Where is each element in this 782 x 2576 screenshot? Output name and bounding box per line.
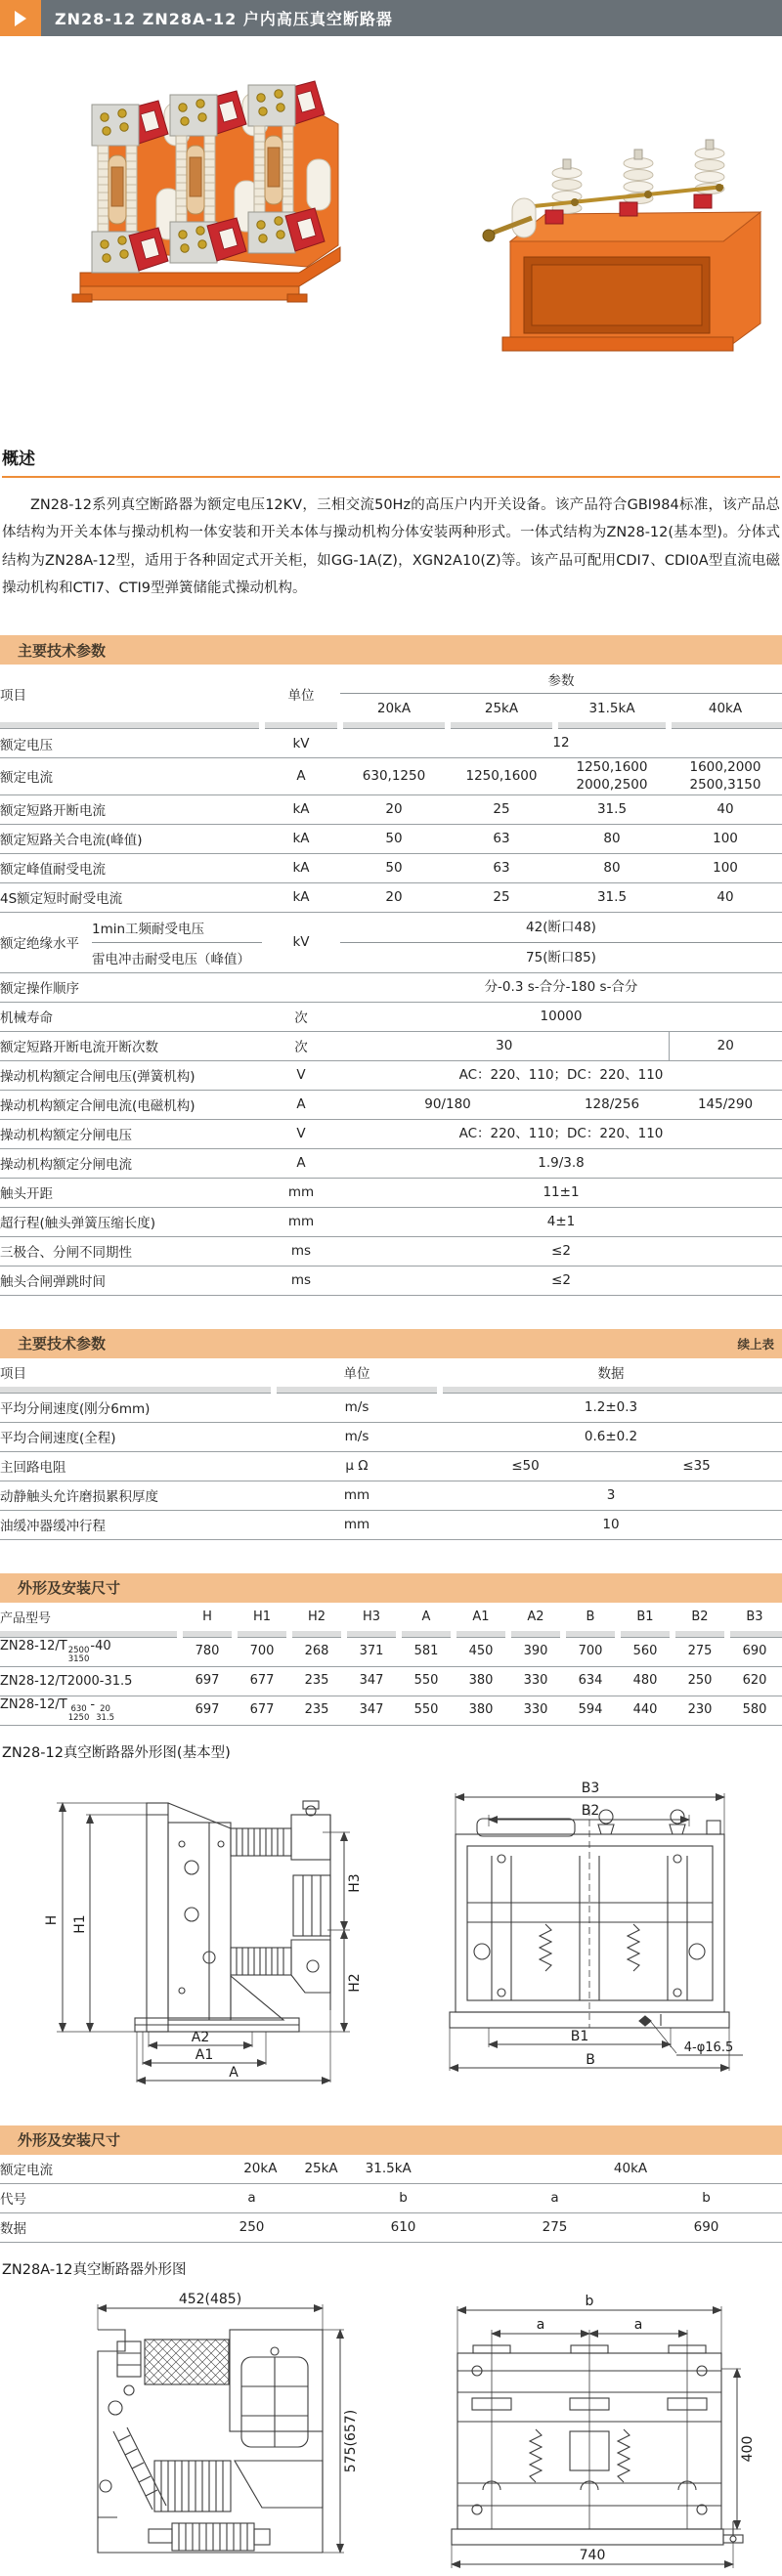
dim-label-b2: B2: [581, 1802, 600, 1819]
row-rated-current: [0, 758, 782, 794]
outline-drawing-a-side-view: [0, 2283, 375, 2576]
dimensions-table-1: 产品型号 H H1 H2 H3 A A1 A2 B B1 B2 B3 ZN28-12/T 2500 3150 -40 780 700 268 371 581 450 390 700 560 275 690 ZN28-12/T2000-31.5 697 677 235 347 550 380 330 634 480 250 620 ZN28-12/T 630 1250 - 20 31.5 697 677 235 347 550 380 330 594 440 230 580: [0, 1603, 782, 1726]
row-buffer-travel: 油缓冲器缓冲行程 mm 10: [0, 1510, 782, 1539]
row-unit: kA: [262, 794, 340, 824]
row-model-2500-40: ZN28-12/T 2500 3150 -40 780 700 268 371 581 450 390 700 560 275 690: [0, 1637, 782, 1666]
row-overtravel: 超行程(触头弹簧压缩长度) mm 4±1: [0, 1207, 782, 1236]
current-group-25: 25kA: [304, 2161, 338, 2176]
header-25ka: 25kA: [484, 700, 519, 716]
header-unit: 单位: [343, 1366, 370, 1382]
row-data: 数据 250 610 275 690: [0, 2212, 782, 2242]
overview-body: ZN28-12系列真空断路器为额定电压12KV，三相交流50Hz的高压户内开关设备。该产品符合GBI984标准，该产品总体结构为开关本体与操动机构一体安装和开关本体与操动机构分体安装两种形式。一体式结构为ZN28-12(基本型)。分体式结构为ZN28A-12型，适用于各种固定式开关柜，如GG-1A(Z)，XGN2A10(Z)等。该产品可配用CDI7、CDI0A型直流电磁操动机构和CTI7、CTI9型弹簧储能式操动机构。: [2, 497, 780, 596]
row-short-time-withstand: 4S额定短时耐受电流 kA 20 25 31.5 40: [0, 882, 782, 912]
dim-label-b3: B3: [581, 1780, 600, 1796]
dim-label-a-left: a: [536, 2316, 545, 2333]
row-operating-sequence: 额定操作顺序 分-0.3 s-合分-180 s-合分: [0, 972, 782, 1002]
dim-label-h: H: [44, 1914, 60, 1925]
row-model-2000-315: ZN28-12/T2000-31.5 697 677 235 347 550 380 330 634 480 250 620: [0, 1666, 782, 1696]
insulation-label: 额定绝缘水平: [0, 936, 79, 952]
banner-main-params: [0, 635, 782, 665]
insulation-value1: 42(断口48): [340, 913, 782, 943]
outline-drawing-a-front-view: [391, 2283, 782, 2576]
row-wear-thickness: 动静触头允许磨损累积厚度 mm 3: [0, 1481, 782, 1510]
dim-label-a: A: [229, 2064, 239, 2081]
overview-title: 概述: [2, 450, 35, 469]
product-photos: [0, 36, 782, 419]
continued-params-table: [0, 1358, 782, 1540]
row-contact-gap: 触头开距 mm 11±1: [0, 1178, 782, 1207]
header-unit: 单位: [287, 687, 315, 704]
row-main-circuit-resistance: 主回路电阻 μ Ω ≤50 ≤35: [0, 1451, 782, 1481]
banner-title: 主要技术参数: [18, 641, 107, 660]
row-mechanical-life: 机械寿命 次 10000: [0, 1002, 782, 1031]
row-label: 额定电流: [0, 758, 262, 794]
header-model: 产品型号: [0, 1610, 52, 1626]
row-rated-voltage: [0, 729, 782, 758]
outline-drawing-side-view: [0, 1766, 383, 2092]
banner-dimensions-2: [0, 2125, 782, 2155]
dimensions-table-2: [0, 2155, 782, 2243]
resistance-right: ≤35: [682, 1458, 711, 1474]
row-codes: 代号 a b a b: [0, 2183, 782, 2212]
current-group-20: 20kA: [243, 2161, 278, 2176]
hole-note: 4-φ16.5: [683, 2039, 734, 2055]
row-label: 额定短路开断电流: [0, 794, 262, 824]
insulation-sub1: 1min工频耐受电压: [92, 913, 262, 943]
current-group-315: 31.5kA: [365, 2161, 412, 2176]
banner-title: 外形及安装尺寸: [18, 1579, 121, 1597]
row-closing-speed: 平均合闸速度(全程) m/s 0.6±0.2: [0, 1422, 782, 1451]
dim-label-a1: A1: [195, 2046, 214, 2063]
row-value: 1250,1600: [448, 758, 555, 794]
main-params-table: [0, 665, 782, 1295]
dim-label-h1: H1: [72, 1913, 88, 1934]
banner-title: 主要技术参数: [18, 1335, 107, 1352]
dim-label-740: 740: [579, 2547, 606, 2563]
insulation-sub2: 雷电冲击耐受电压（峰值）: [92, 951, 250, 967]
row-label: 额定电压: [0, 729, 262, 758]
header-20ka: 20kA: [376, 700, 412, 716]
header-40ka: 40kA: [708, 700, 743, 716]
header-params: 参数: [340, 665, 782, 694]
figure-caption-basic: ZN28-12真空断路器外形图(基本型): [2, 1744, 231, 1761]
outline-drawing-front-view: [399, 1766, 782, 2092]
row-closing-current: 操动机构额定合闸电流(电磁机构) A 90/180 128/256 145/290: [0, 1090, 782, 1119]
page-title: ZN28-12 ZN28A-12 户内高压真空断路器: [55, 10, 393, 28]
dim-label-h2: H2: [347, 1972, 363, 1993]
row-model-630-315: ZN28-12/T 630 1250 - 20 31.5 697 677 235 347 550 380 330 594 440 230 580: [0, 1696, 782, 1725]
outline-drawings-basic: [0, 1766, 782, 2092]
dim-label-575: 575(657): [343, 2409, 359, 2472]
row-breaking-current: 额定短路开断电流 kA 20 25 31.5 40: [0, 794, 782, 824]
banner-main-params-continued: [0, 1329, 782, 1358]
row-insulation-level: 额定绝缘水平 1min工频耐受电压 雷电冲击耐受电压（峰值） kV 42(断口48) 75(断口85): [0, 912, 782, 972]
header-accent-box: [0, 0, 41, 36]
header-item: 项目: [0, 1366, 26, 1382]
header-31ka: 31.5kA: [588, 700, 635, 716]
banner-dimensions-1: [0, 1573, 782, 1603]
outline-drawings-split: [0, 2283, 782, 2576]
dim-label-b1: B1: [570, 2028, 589, 2044]
dim-label-h3: H3: [347, 1872, 363, 1893]
row-making-current: 额定短路关合电流(峰值) kA 50 63 80 100: [0, 824, 782, 853]
row-peak-withstand: 额定峰值耐受电流 kA 50 63 80 100: [0, 853, 782, 882]
dim-label-b: B: [586, 2051, 595, 2068]
header-bar: [41, 0, 782, 36]
continued-note: 续上表: [737, 1336, 774, 1352]
page-header: [0, 0, 782, 36]
dim-label-400: 400: [740, 2435, 756, 2462]
dim-label-452: 452(485): [178, 2291, 242, 2307]
play-triangle-icon: [15, 11, 26, 26]
row-opening-speed: 平均分闸速度(刚分6mm) m/s 1.2±0.3: [0, 1393, 782, 1422]
row-asynchronism: 三极合、分闸不同期性 ms ≤2: [0, 1236, 782, 1266]
banner-title: 外形及安装尺寸: [18, 2131, 121, 2149]
row-value: 1600,2000 2500,3150: [669, 758, 782, 794]
row-closing-voltage: 操动机构额定合闸电压(弹簧机构) V AC：220、110；DC：220、110: [0, 1060, 782, 1090]
header-item: 项目: [0, 687, 26, 704]
row-contact-bounce: 触头合闸弹跳时间 ms ≤2: [0, 1266, 782, 1295]
figure-caption-split: ZN28A-12真空断路器外形图: [2, 2261, 187, 2278]
row-unit: kV: [262, 729, 340, 758]
row-unit: A: [262, 758, 340, 794]
row-label: 额定电流: [0, 2163, 53, 2178]
overview-section: [0, 445, 782, 602]
header-data: 数据: [597, 1366, 625, 1382]
row-value: 1250,1600 2000,2500: [555, 758, 669, 794]
dim-label-b-small: b: [585, 2293, 594, 2309]
row-value: 12: [340, 729, 782, 758]
row-opening-voltage: 操动机构额定分闸电压 V AC：220、110；DC：220、110: [0, 1119, 782, 1148]
orange-rule: [2, 476, 780, 478]
resistance-left: ≤50: [511, 1458, 540, 1474]
row-value: 630,1250: [340, 758, 448, 794]
dim-label-a-right: a: [633, 2316, 643, 2333]
row-opening-current: 操动机构额定分闸电流 A 1.9/3.8: [0, 1148, 782, 1178]
row-breaking-times: 额定短路开断电流开断次数 次 30 20: [0, 1031, 782, 1060]
current-group-40: 40kA: [613, 2161, 648, 2176]
product-photo-split-type: [477, 97, 778, 380]
insulation-value2: 75(断口85): [526, 949, 596, 966]
dim-label-a2: A2: [191, 2029, 210, 2045]
product-photo-basic-type: [51, 42, 344, 335]
